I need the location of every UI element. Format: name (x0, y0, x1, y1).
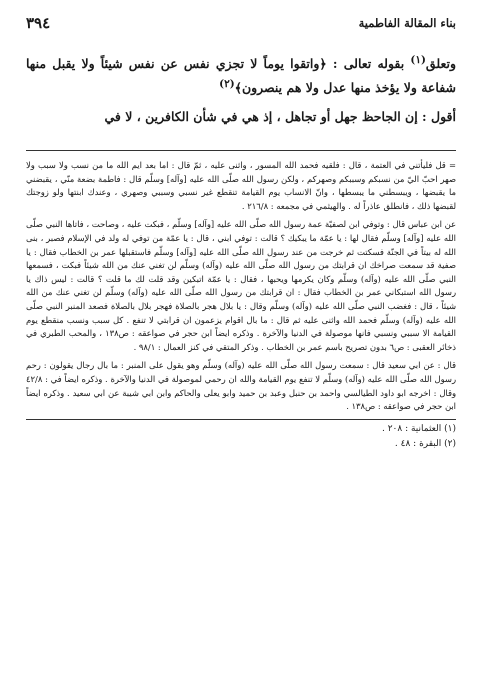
aqul-paragraph: أقول : إن الجاحظ جهل أو تجاهل ، إذ هي في شأن الكافرين ، لا في (104, 109, 456, 125)
footnote-paragraph-1: = قل فليأتني في العتمة ، قال : فلقيه فحمد الله المسور ، واثنى عليه ، ثمّ قال : اما بعد ايم الله ما من نسب ولا سبب ولا صهر احبّ اليّ من نسبكم وسببكم وصهركم ، ولكن رسول الله صلّى الله عليه [وآله] وسلّم قال : فاطمة بضعة منّي ، يقبضني ما يقبضها ، ويبسطني ما يبسطها ، وانّ الانساب يوم القيامة تنقطع غير نسبي وسببي وصهري ، وعندك ابنتها ولو زوجتك لقبضها ذلك ، فانطلق عاذراً له . والهيثمي في مجمعه : ٢١٦/٨ . (26, 160, 456, 211)
footnote-marker-1: (١) (410, 54, 426, 66)
footnote-reference-2: (٢) البقرة : ٤٨ . (394, 439, 456, 450)
quran-verse: ﴿واتقوا يوماً لا تجزي نفس عن نفس شيئاً ولا يقبل منها شفاعة ولا يؤخذ منها عدل ولا هم ينصرون﴾ (26, 56, 456, 96)
footnotes-section (26, 150, 456, 685)
footnote-reference-1: (١) العثمانية : ٢٠٨ . (381, 423, 456, 434)
page-number: ٣٩٤ (26, 14, 51, 32)
main-text (26, 50, 456, 127)
footnote-marker-2: (٢) (219, 78, 235, 91)
intro-text: وتعلق (425, 56, 456, 72)
footnote-paragraph-2: عن ابن عباس قال : وتوفي ابن لصفيّة عمة رسول الله صلّى الله عليه [وآله] وسلّم ، فبكت عليه ، وصاحت ، فاتاها النبي صلّى الله عليه [وآله] وسلّم فقال لها : يا عمّة ما يبكيك ؟ قالت : توفي ابني ، قال : يا عمّة من توفي له ولد في الإسلام فصبر ، بنى الله له بيتاً في الجنّة فسكتت ثم خرجت من عند رسول الله صلّى الله عليه [وآله] وسلّم فاستقبلها عمر بن الخطاب فقال : يا صفية قد سمعت صراخك ان قرابتك من رسول الله صلّى الله عليه (وآله) وسلّم لن تغني عنك من الله شيئاً فبكت ، فسمعها النبي صلّى الله عليه (وآله) وسلّم وكان يكرمها ويحبها ، فقال : يا عمّة اتبكين وقد قلت لك ما قلت ؟ قالت : ليس ذاك يا رسول الله استبكاني عمر بن الخطاب فقال : ان قرابتك من رسول الله صلّى الله عليه (وآله) وسلّم لن تغني عنك من الله شيئاً ، قال : فغضب النبي صلّى الله عليه (وآله) وسلّم وقال : يا بلال هجر بالصلاة فهجر بلال بالصلاة فصعد المنبر النبي صلّى الله عليه (وآله) وسلّم فحمد الله واثنى عليه ثم قال : ما بال اقوام يزعمون ان قرابتي لا تنفع . كل سبب ونسب منقطع يوم القيامة الا سببي ونسبي فانها موصولة في الدنيا والآخرة . وذكره ايضاً ابن حجر في صواعقه : ص١٣٨ ، والمحب الطبري في ذخائر العقبى : ص٦ بدون تصريح باسم عمر بن الخطاب . وذكر المتقي في كنز العمال : ٩٨/١ . (26, 219, 456, 352)
footnote-paragraph-3: قال : عن ابي سعيد قال : سمعت رسول الله صلّى الله عليه (وآله) وسلّم وهو يقول على المنبر : ما بال رجال يقولون : رحم رسول الله صلّى الله عليه (وآله) وسلّم لا تنفع يوم القيامة والله ان رحمي لموصولة في الدنيا والآخرة . وذكره ايضاً في : ٤٢/٨ وقال : اخرجه ابو داود الطيالسي واحمد بن حنبل وعبد بن حميد وابو يعلى والحاكم وابن ابي شيبة عن ابي سعيد . وذكره ايضاً ابن حجر في صواعقه : ص١٣٨ . (26, 360, 456, 412)
footnote-references (26, 419, 456, 452)
running-title: بناء المقالة الفاطمية (358, 16, 456, 30)
page-header (26, 14, 456, 36)
intro-continuation: بقوله تعالى : (326, 56, 411, 72)
main-paragraph (26, 50, 456, 98)
